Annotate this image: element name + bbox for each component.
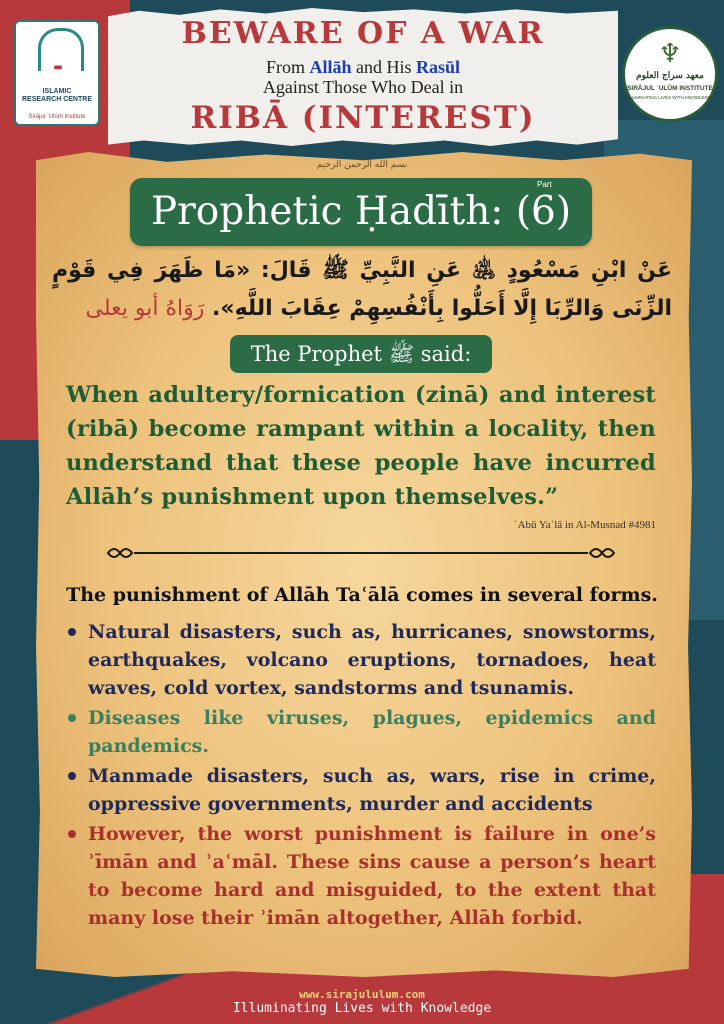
lamp-icon: ♆ — [658, 39, 682, 69]
hadith-reference: ʾAbū Yaʿlā in Al-Musnad #4981 — [513, 519, 656, 531]
logo-left-line2: RESEARCH CENTRE — [21, 96, 92, 103]
part-label: Part — [537, 180, 552, 189]
header-title: BEWARE OF A WAR — [181, 16, 545, 51]
hadith-translation: When adultery/fornication (zinā) and interest (ribā) become rampant within a locality, then understand that these people have incurred Allāh’s punishment upon themselves.” — [66, 382, 656, 510]
list-item-text: Natural disasters, such as, hurricanes, snowstorms, earthquakes, volcano eruptions, tornadoes, heat waves, cold vortex, sandstorms and tsunamis. — [88, 621, 656, 699]
punishment-forms-list — [66, 618, 656, 934]
islamic-research-centre-logo — [14, 20, 100, 126]
ornamental-divider-icon — [104, 543, 618, 563]
arabic-hadith-main: عَنْ ابْنِ مَسْعُودٍ ﵁ عَنِ النَّبِيِّ ﷺ قَالَ: «مَا ظَهَرَ فِي قَوْمٍ الزِّنَى وَالرِّبَا إِلَّا أَحَلُّوا بِأَنْفُسِهِمْ عِقَابَ اللَّهِ». — [52, 258, 672, 321]
header-and-his-text: and His — [356, 57, 412, 77]
website-link[interactable]: www.sirajululum.com — [299, 988, 425, 1001]
list-item — [66, 820, 656, 932]
bullet-icon — [68, 830, 76, 838]
hadith-title: Prophetic Ḥadīth: (6) — [150, 189, 572, 234]
header-riba-title: RIBĀ (INTEREST) — [190, 100, 536, 136]
logo-right-arabic: معهد سراج العلوم — [636, 71, 704, 81]
logo-right-name: SIRĀJUL ʿULŪM INSTITUTE — [627, 85, 713, 92]
arabic-narrator: رَوَاهُ أبو يعلى — [85, 296, 205, 321]
bullet-icon — [68, 772, 76, 780]
logo-right-tagline: ILLUMINATING LIVES WITH KNOWLEDGE — [625, 95, 715, 100]
book-icon: ▬ — [53, 62, 63, 73]
bullet-icon — [68, 628, 76, 636]
list-item — [66, 704, 656, 760]
list-item-text: However, the worst punishment is failure in one’s ʾīmān and ʾaʿmāl. These sins cause a person’s heart to become hard and misguided, to the extent that many lose their ʾimān altogether, Allāh forbid. — [88, 823, 656, 929]
header-rasul-text: Rasūl — [416, 57, 461, 77]
list-item-text: Manmade disasters, such as, wars, rise in crime, oppressive governments, murder and accidents — [88, 765, 656, 815]
arabic-hadith-text — [52, 252, 672, 328]
punishment-forms-heading: The punishment of Allāh Taʿālā comes in several forms. — [66, 584, 658, 606]
logo-left-name — [16, 88, 98, 104]
list-item-text: Diseases like viruses, plagues, epidemics and pandemics. — [88, 707, 656, 757]
list-item — [66, 762, 656, 818]
sirajul-ulum-institute-logo — [622, 26, 718, 122]
header-from-text: From — [265, 57, 305, 77]
list-item — [66, 618, 656, 702]
header-subtitle-line2: Against Those Who Deal in — [262, 77, 464, 97]
header-subtitle-line1 — [108, 58, 618, 76]
footer-tagline: Illuminating Lives with Knowledge — [232, 1001, 492, 1016]
header-allah-text: Allāh — [309, 57, 352, 77]
prophet-said-label: The Prophet ﷺ said: — [250, 342, 472, 366]
bullet-icon — [68, 714, 76, 722]
logo-left-line1: ISLAMIC — [42, 88, 72, 95]
bismillah: بسم الله الرحمن الرحيم — [316, 160, 408, 170]
logo-left-line3: Sirājul ʿUlūm Institute — [28, 114, 86, 120]
